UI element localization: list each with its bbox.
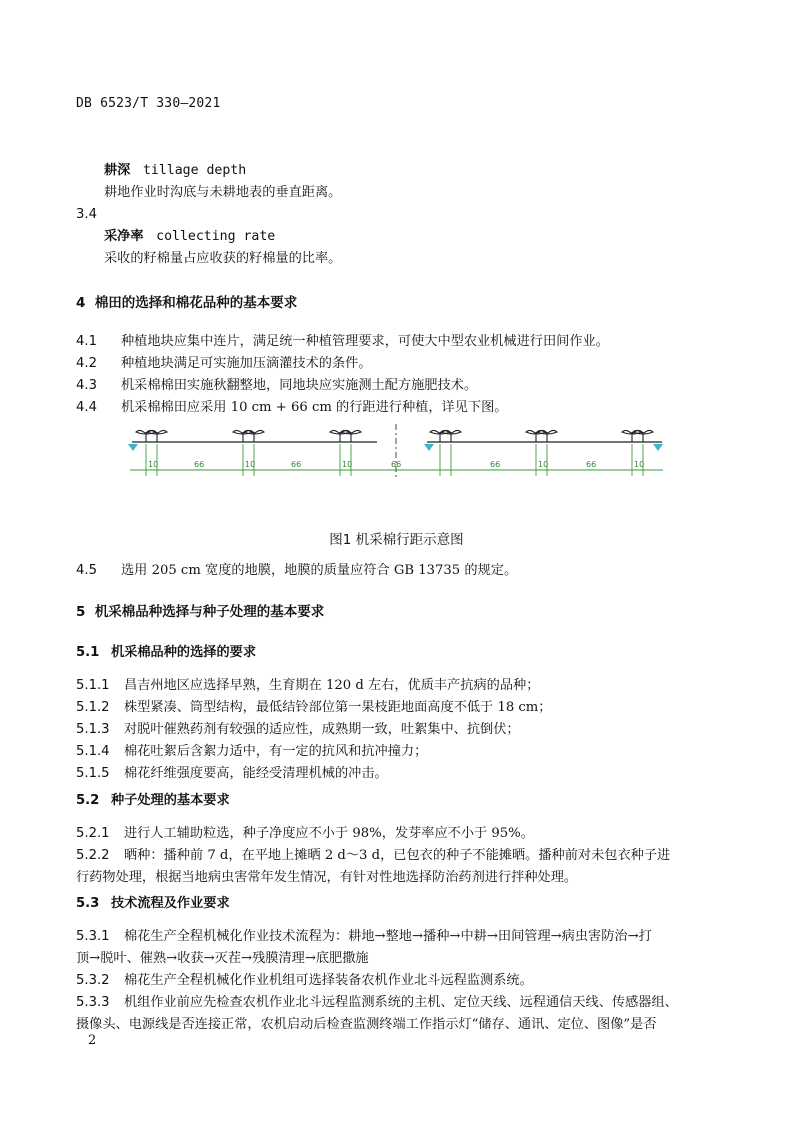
term-en: collecting rate: [156, 229, 276, 244]
term-cn: 采净率: [104, 229, 144, 244]
seedling-pair-icon: [430, 430, 461, 442]
spacing-label: 10: [634, 460, 645, 469]
clause: 5.1.1 昌吉州地区应选择早熟，生育期在 120 d 左右，优质丰产抗病的品种；: [76, 678, 540, 693]
term-en: tillage depth: [142, 163, 247, 178]
spacing-label: 10: [148, 460, 159, 469]
drip-marker-icon: [424, 444, 434, 451]
subsection-heading: 5.2 种子处理的基本要求: [76, 793, 230, 808]
clause: 4.1 种植地块应集中连片，满足统一种植管理要求，可使大中型农业机械进行田间作业。: [76, 334, 609, 349]
clause: 4.5 选用 205 cm 宽度的地膜，地膜的质量应符合 GB 13735 的规定。: [76, 563, 518, 578]
term-definition: 耕地作业时沟底与未耕地表的垂直距离。: [104, 185, 342, 200]
spacing-label: 10: [342, 460, 353, 469]
clause-continuation: 行药物处理，根据当地病虫害常年发生情况，有针对性地选择防治药剂进行拌种处理。: [76, 870, 578, 885]
clause: 4.4 机采棉棉田应采用 10 cm + 66 cm 的行距进行种植，详见下图。: [76, 400, 508, 415]
drip-marker-icon: [653, 444, 663, 451]
seedling-pair-icon: [330, 430, 361, 442]
spacing-label: 66: [586, 460, 597, 469]
clause: 4.2 种植地块满足可实施加压滴灌技术的条件。: [76, 356, 372, 371]
clause: 5.3.3 机组作业前应先检查农机作业北斗远程监测系统的主机、定位天线、远程通信天线、传感器组、: [76, 995, 678, 1010]
seedling-pair-icon: [526, 430, 557, 442]
clause: 5.3.2 棉花生产全程机械化作业机组可选择装备农机作业北斗远程监测系统。: [76, 973, 533, 988]
clause: 5.1.2 株型紧凑、筒型结构，最低结铃部位第一果枝距地面高度不低于 18 cm；: [76, 700, 552, 715]
clause: 5.2.1 进行人工辅助粒选，种子净度应不小于 98%，发芽率应不小于 95%。: [76, 826, 534, 841]
clause: 5.3.1 棉花生产全程机械化作业技术流程为：耕地→整地→播种→中耕→田间管理→病虫害防治→打: [76, 929, 652, 944]
section-heading: 4 棉田的选择和棉花品种的基本要求: [76, 295, 298, 311]
spacing-label: 66: [194, 460, 205, 469]
term-definition: 采收的籽棉量占应收获的籽棉量的比率。: [104, 251, 342, 266]
clause: 4.3 机采棉棉田实施秋翻整地，同地块应实施测土配方施肥技术。: [76, 378, 478, 393]
row-spacing-diagram: [122, 420, 672, 482]
term-collecting-rate: [104, 229, 275, 245]
spacing-label: 10: [245, 460, 256, 469]
spacing-label: 66: [490, 460, 501, 469]
subsection-heading: 5.1 机采棉品种的选择的要求: [76, 645, 257, 660]
spacing-label: 66: [291, 460, 302, 469]
term-cn: 耕深: [104, 163, 131, 178]
subsection-heading: 5.3 技术流程及作业要求: [76, 896, 230, 911]
seedling-pair-icon: [622, 430, 653, 442]
spacing-label: 10: [538, 460, 549, 469]
term-tillage-depth: [104, 163, 246, 179]
seedling-pair-icon: [233, 430, 264, 442]
spacing-label: 66: [391, 460, 402, 469]
clause: 5.1.5 棉花纤维强度要高，能经受清理机械的冲击。: [76, 766, 388, 781]
clause: 5.2.2 晒种：播种前 7 d，在平地上摊晒 2 d～3 d，已包衣的种子不能摊晒。播种前对未包衣种子进: [76, 848, 671, 863]
section-heading: 5 机采棉品种选择与种子处理的基本要求: [76, 604, 325, 620]
page-number: 2: [88, 1033, 97, 1048]
clause-continuation: 顶→脱叶、催熟→收获→灭茬→残膜清理→底肥撒施: [76, 951, 369, 966]
seedling-pair-icon: [136, 430, 167, 442]
term-number: 3.4: [76, 207, 97, 222]
document-id: DB 6523/T 330—2021: [76, 96, 221, 111]
clause: 5.1.3 对脱叶催熟药剂有较强的适应性，成熟期一致，吐絮集中、抗倒伏；: [76, 722, 520, 737]
clause-continuation: 摄像头、电源线是否连接正常，农机启动后检查监测终端工作指示灯“储存、通讯、定位、图像”是否: [76, 1017, 657, 1032]
clause: 5.1.4 棉花吐絮后含絮力适中，有一定的抗风和抗冲撞力；: [76, 744, 428, 759]
figure-caption: 图1 机采棉行距示意图: [329, 532, 464, 548]
drip-marker-icon: [128, 444, 138, 451]
